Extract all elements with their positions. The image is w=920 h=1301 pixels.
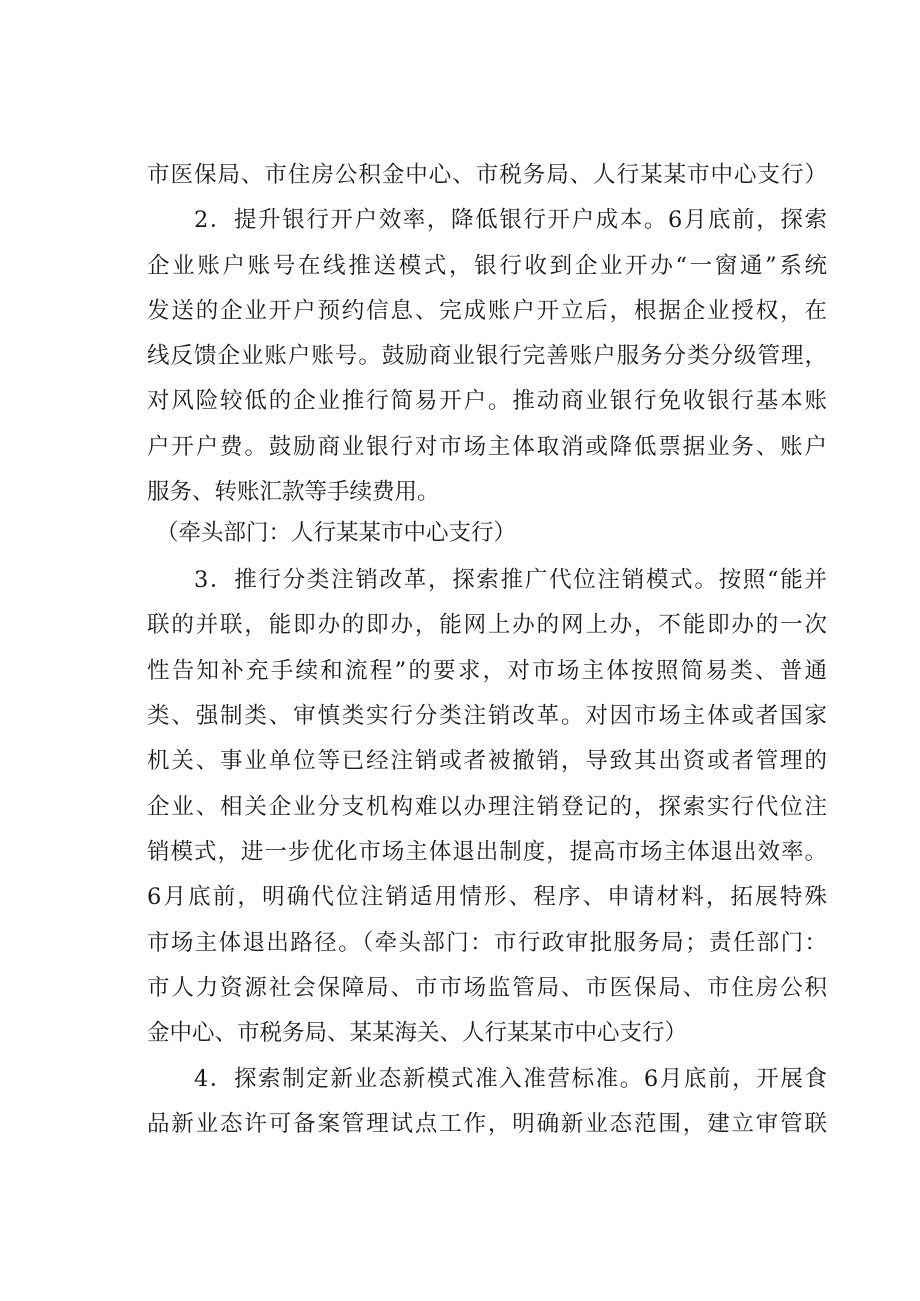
text-line: 金中心、市税务局、某某海关、人行某某市中心支行）	[147, 1020, 688, 1046]
text-line: 品新业态许可备案管理试点工作，明确新业态范围，建立审管联	[147, 1111, 827, 1137]
text-line: 户开户费。鼓励商业银行对市场主体取消或降低票据业务、账户	[147, 434, 827, 460]
text-line: 企业、相关企业分支机构难以办理注销登记的，探索实行代位注	[147, 794, 827, 820]
text-line: 2．提升银行开户效率，降低银行开户成本。6月底前，探索	[194, 207, 827, 233]
text-line: 类、强制类、审慎类实行分类注销改革。对因市场主体或者国家	[147, 703, 827, 729]
text-line: 6月底前，明确代位注销适用情形、程序、申请材料，拓展特殊	[147, 884, 827, 910]
text-line: 机关、事业单位等已经注销或者被撤销，导致其出资或者管理的	[147, 748, 827, 774]
text-line: 线反馈企业账户账号。鼓励商业银行完善账户服务分类分级管理，	[147, 343, 827, 369]
text-line: 3．推行分类注销改革，探索推广代位注销模式。按照“能并	[194, 567, 827, 593]
text-line: 对风险较低的企业推行简易开户。推动商业银行免收银行基本账	[147, 388, 827, 414]
text-line: 4．探索制定新业态新模式准入准营标准。6月底前，开展食	[194, 1066, 827, 1092]
text-line: 销模式，进一步优化市场主体退出制度，提高市场主体退出效率。	[147, 839, 827, 865]
text-line: 市场主体退出路径。（牵头部门：市行政审批服务局；责任部门：	[147, 930, 827, 956]
text-line: 企业账户账号在线推送模式，银行收到企业开办“一窗通”系统	[147, 253, 827, 279]
text-line: 服务、转账汇款等手续费用。	[147, 479, 440, 505]
text-line: （牵头部门：人行某某市中心支行）	[156, 520, 517, 546]
text-line: 联的并联，能即办的即办，能网上办的网上办，不能即办的一次	[147, 612, 827, 638]
text-line: 市医保局、市住房公积金中心、市税务局、人行某某市中心支行）	[147, 162, 827, 188]
text-line: 发送的企业开户预约信息、完成账户开立后，根据企业授权，在	[147, 298, 827, 324]
text-line: 市人力资源社会保障局、市市场监管局、市医保局、市住房公积	[147, 975, 827, 1001]
text-line: 性告知补充手续和流程”的要求，对市场主体按照简易类、普通	[147, 658, 827, 684]
